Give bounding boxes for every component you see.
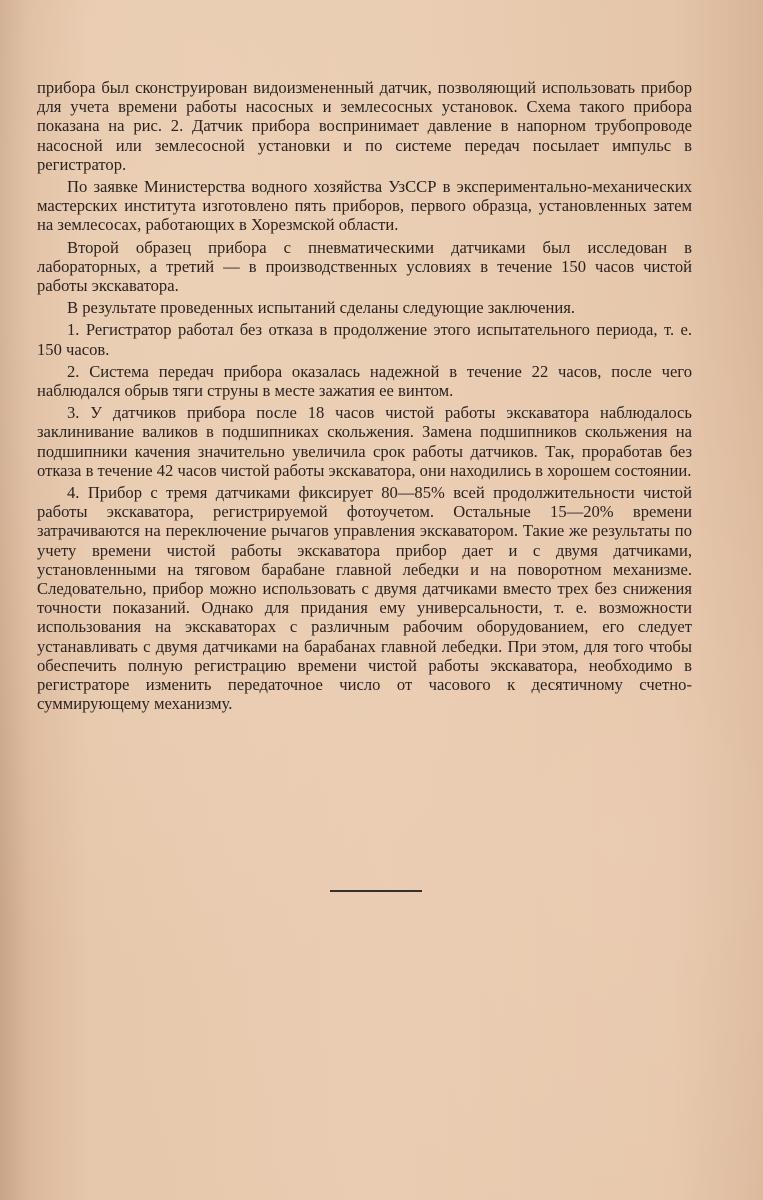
paragraph-second-sample: Второй образец прибора с пневматическими датчиками был исследован в лабораторных, а третий — в производственных условиях в течение 150 часов чистой работы экскаватора. bbox=[37, 237, 692, 296]
paragraph-test-results-intro: В результате проведенных испытаний сделаны следующие заключения. bbox=[67, 298, 576, 318]
paragraph-ministry-order: По заявке Министерства водного хозяйства УзССР в экспериментально-механических мастерских института изготовлено пять приборов, первого образца, установленных затем на землесосах, работающих в Хорезмской области. bbox=[37, 177, 692, 235]
conclusion-item-3: 3. У датчиков прибора после 18 часов чистой работы экскаватора наблюдалось заклинивание валиков в подшипниках скольжения. Замена подшипников скольжения на подшипники качения значительно увеличила срок работы датчиков. Так, проработав без отказа в течение 42 часов чистой работы экскаватора, они находились в хорошем состоянии. bbox=[37, 403, 692, 480]
conclusion-item-1: 1. Регистратор работал без отказа в продолжение этого испытательного периода, т. е. 150 часов. bbox=[37, 320, 692, 359]
body-text bbox=[37, 78, 692, 717]
paragraph-sensor-design: прибора был сконструирован видоизмененный датчик, позволяющий использовать прибор для учета времени работы насосных и землесосных установок. Схема такого прибора показана на рис. 2. Датчик прибора воспринимает давление в напорном трубопроводе насосной или землесосной установки и по системе передач посылает импульс в регистратор. bbox=[37, 78, 692, 174]
section-end-rule bbox=[330, 890, 422, 892]
conclusion-item-4: 4. Прибор с тремя датчиками фиксирует 80—85% всей продолжительности чистой работы экскаватора, регистрируемой фотоучетом. Остальные 15—20% времени затрачиваются на переключение рычагов управления экскаватором. Такие же результаты по учету времени чистой работы экскаватора прибор дает и с двумя датчиками, установленными на тяговом барабане главной лебедки и на поворотном механизме. Следовательно, прибор можно использовать с двумя датчиками вместо трех без снижения точности показаний. Однако для придания ему универсальности, т. е. возможности использования на экскаваторах с различным рабочим оборудованием, его следует устанавливать с двумя датчиками на барабанах главной лебедки. При этом, для того чтобы обеспечить полную регистрацию времени чистой работы экскаватора, необходимо в регистраторе изменить передаточное число от часового к десятичному счетно-суммирующему механизму. bbox=[37, 483, 692, 714]
conclusion-item-2: 2. Система передач прибора оказалась надежной в течение 22 часов, после чего наблюдался обрыв тяги струны в месте зажатия ее винтом. bbox=[37, 361, 692, 401]
